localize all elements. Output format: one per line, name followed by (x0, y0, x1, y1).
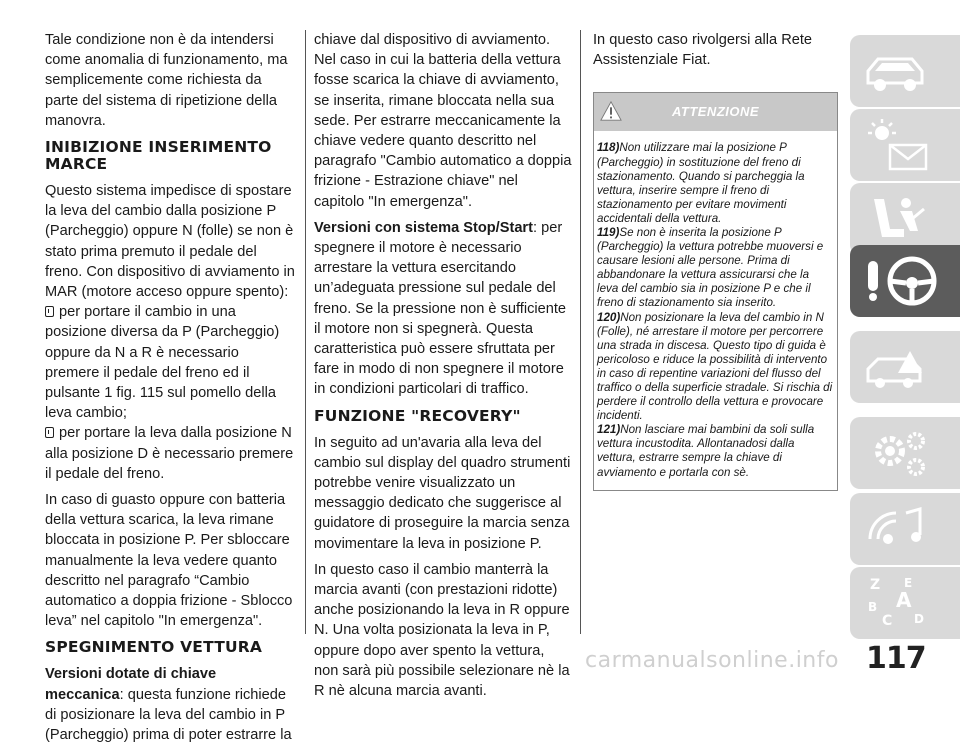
warning-text: Non utilizzare mai la posizione P (Parcheggio) in sostituzione del freno di stazionamento. Quando si parcheggia la vettura, inserire sempre il freno di stazionamento per evitare movimenti accidentali della vettura. (597, 141, 805, 225)
warning-triangle-icon (600, 100, 622, 122)
tab-warning-lights[interactable] (850, 109, 960, 181)
warning-number: 118) (597, 141, 620, 155)
column-3 (593, 30, 838, 491)
svg-text:B: B (868, 600, 878, 614)
warning-item (597, 226, 833, 311)
svg-text:E: E (904, 576, 913, 590)
bullet-icon (45, 427, 54, 438)
paragraph: Questo sistema impedisce di spostare la leva del cambio dalla posizione P (Parcheggio) oppure N (folle) se non è stato prima premuto il pedale del freno. Con dispositivo di avviamento in MAR (motore acceso oppure spento): (45, 183, 295, 301)
warning-text: Non posizionare la leva del cambio in N (Folle), né arrestare il motore per percorrere una strada in discesa. Questo tipo di guida è pericoloso e riduce la possibilità di intervento in caso di repentine variazioni del flusso del traffico o della superficie stradale. Si rischia di perdere il controllo della vettura e provocare incidenti. (597, 310, 833, 423)
section-heading: FUNZIONE "RECOVERY" (314, 406, 521, 425)
paragraph-text: : questa funzione richiede di posizionare la leva del cambio in P (Parcheggio) prima di poter estrarre la (45, 686, 292, 744)
paragraph: chiave dal dispositivo di avviamento. Nel caso in cui la batteria della vettura fosse scarica la chiave di avviamento, se inserita, rimane bloccata nella sua sede. Per estrarre meccanicamente la chiave vedere quanto descritto nel paragrafo "Cambio automatico a doppia frizione - Estrazione chiave" nel capitolo "In emergenza". (314, 32, 572, 210)
svg-text:A: A (896, 588, 912, 612)
paragraph: In questo caso il cambio manterrà la marcia avanti (con prestazioni ridotte) anche posizionando la leva in R oppure N. Una volta posizionata la leva in P, oppure dopo aver spento la vettura, non sarà più possibile selezionare nè la R nè alcuna marcia avanti. (314, 561, 570, 700)
warning-number: 119) (597, 225, 620, 239)
svg-text:C: C (882, 613, 893, 629)
warning-item (597, 311, 833, 424)
subheading: Versioni dotate di chiave meccanica (45, 666, 217, 703)
bullet-item (45, 423, 295, 484)
warning-text: Se non è inserita la posizione P (Parcheggio) la vettura potrebbe muoversi e causare lesioni alle persone. Prima di abbandonare la vettura assicurarsi che la leva del cambio sia in posizione P e che il freno di stazionamento sia inserito. (597, 225, 824, 310)
warning-title: ATTENZIONE (671, 104, 760, 120)
bullet-text: per portare la leva dalla posizione N alla posizione D è necessario premere il pedale del freno. (45, 425, 294, 482)
tab-starting-driving[interactable] (850, 245, 960, 317)
column-1 (45, 30, 295, 751)
tab-multimedia[interactable] (850, 493, 960, 565)
tab-maintenance[interactable] (850, 417, 960, 489)
safety-seat-icon (860, 189, 940, 249)
column-divider (305, 30, 306, 634)
warning-number: 120) (597, 310, 621, 324)
paragraph (314, 218, 572, 400)
paragraph (45, 664, 295, 745)
warning-body (594, 131, 837, 489)
section-heading: SPEGNIMENTO VETTURA (45, 638, 263, 657)
index-letters-icon (860, 573, 940, 633)
bullet-icon (45, 306, 54, 317)
car-breakdown-icon (860, 337, 940, 397)
svg-text:Z: Z (870, 577, 881, 593)
warning-header (594, 93, 837, 131)
paragraph: In caso di guasto oppure con batteria della vettura scarica, la leva rimane bloccata in posizione P. Per sbloccare manualmente la leva vedere quanto descritto nel paragrafo “Cambio automatico a doppia frizione - Sblocco leva” nel capitolo "In emergenza". (45, 492, 293, 630)
warning-text: Non lasciare mai bambini da soli sulla vettura incustodita. Allontanadosi dalla vettura, estrarre sempre la chiave di avviamento e portarla con sè. (597, 423, 815, 479)
maintenance-gears-icon (860, 423, 940, 483)
paragraph: Tale condizione non è da intendersi come anomalia di funzionamento, ma semplicemente come richiesta da parte del sistema di ripetizione della manovra. (45, 32, 288, 129)
warning-item (597, 423, 833, 479)
bullet-text: per portare il cambio in una posizione diversa da P (Parcheggio) oppure da N a R è necessario premere il pedale del freno ed il pulsante 1 fig. 115 sul pomello della leva cambio; (45, 304, 280, 422)
watermark-text: carmanualsonline.info (585, 648, 839, 673)
warning-lights-icon (860, 115, 940, 175)
paragraph: In seguito ad un'avaria alla leva del cambio sul display del quadro strumenti potrebbe venire visualizzato un messaggio dedicato che suggerisce al guidatore di proseguire la marcia senza movimentare la leva in posizione P. (314, 434, 571, 552)
section-heading: INIBIZIONE INSERIMENTO MARCE (45, 138, 272, 174)
car-icon (860, 41, 940, 101)
tab-emergency[interactable] (850, 331, 960, 403)
warning-box (593, 92, 838, 490)
tab-car[interactable] (850, 35, 960, 107)
chapter-tabs (850, 35, 960, 645)
bullet-item (45, 302, 295, 423)
multimedia-icon (860, 499, 940, 559)
subheading: Versioni con sistema Stop/Start (314, 219, 533, 236)
warning-number: 121) (597, 423, 621, 437)
page-number: 117 (866, 641, 926, 676)
warning-item (597, 141, 833, 226)
steering-wheel-icon (860, 251, 950, 311)
paragraph-text: : per spegnere il motore è necessario arrestare la vettura esercitando un’adeguata pressione sul pedale del freno. Se la pressione non è sufficiente il motore non si spegnerà. Questa caratteristica può essere sfruttata per fare in modo di non spegnere il motore in condizioni particolari di traffico. (314, 219, 567, 398)
column-divider (580, 30, 581, 634)
column-2 (314, 30, 572, 707)
paragraph: In questo caso rivolgersi alla Rete Assistenziale Fiat. (593, 32, 813, 69)
svg-text:D: D (914, 612, 924, 626)
tab-index[interactable] (850, 567, 960, 639)
